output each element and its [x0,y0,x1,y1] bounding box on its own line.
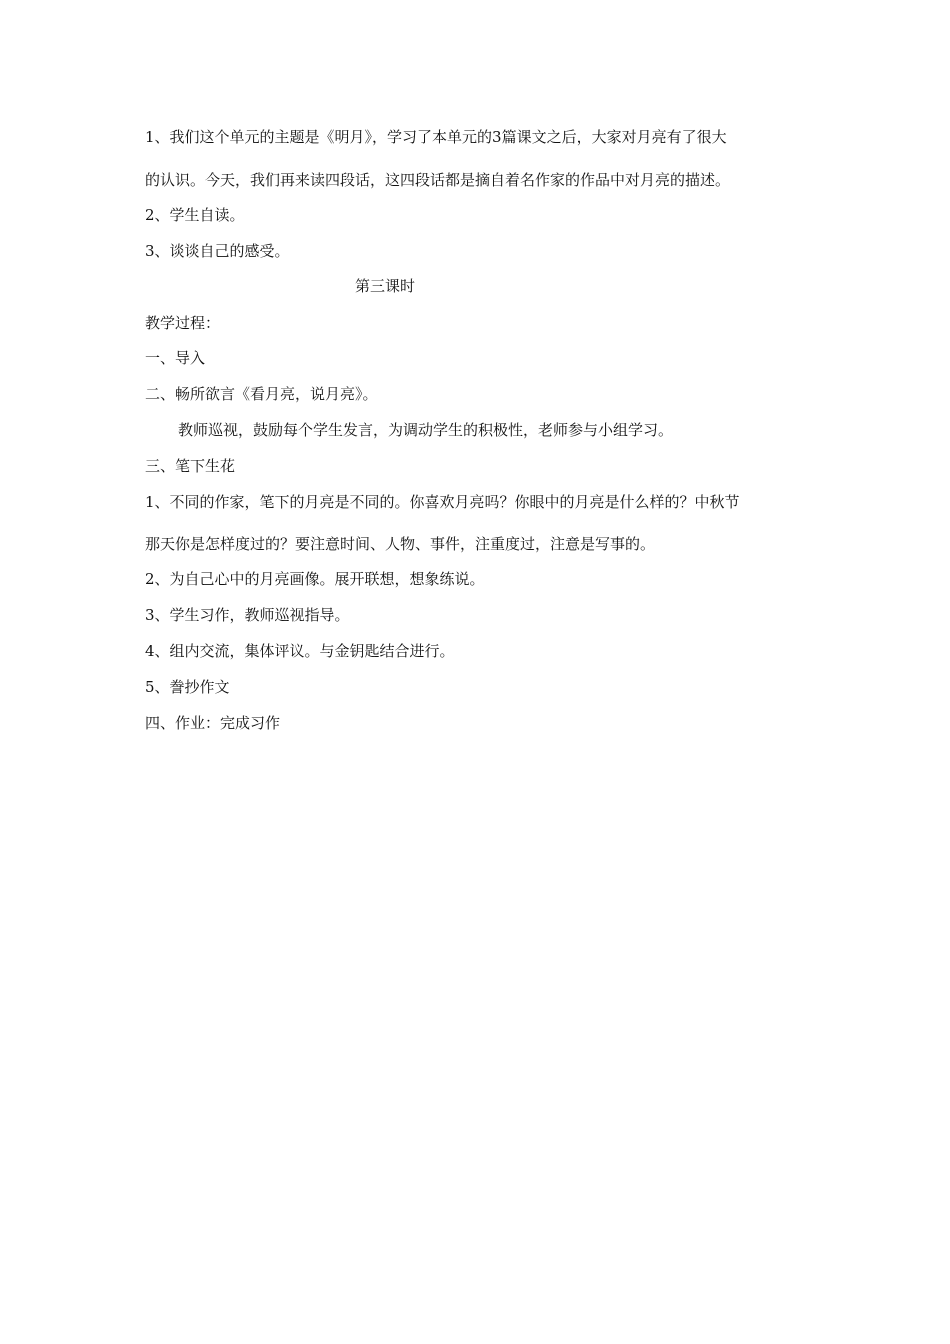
paragraph-line: 教学过程： [145,314,221,332]
paragraph-line: 1、不同的作家，笔下的月亮是不同的。你喜欢月亮吗？你眼中的月亮是什么样的？中秋节 [145,493,740,511]
paragraph-line: 3、谈谈自己的感受。 [145,242,290,260]
paragraph-line: 那天你是怎样度过的？要注意时间、人物、事件，注重度过，注意是写事的。 [145,535,656,553]
paragraph-line: 一、导入 [145,349,206,367]
paragraph-line: 三、笔下生花 [145,457,236,475]
paragraph-line: 3、学生习作，教师巡视指导。 [145,606,350,624]
paragraph-line: 的认识。今天，我们再来读四段话，这四段话都是摘自着名作家的作品中对月亮的描述。 [145,171,731,189]
paragraph-line: 2、学生自读。 [145,206,245,224]
paragraph-line: 四、作业：完成习作 [145,714,281,732]
section-heading: 第三课时 [355,277,416,295]
paragraph-line: 2、为自己心中的月亮画像。展开联想，想象练说。 [145,570,485,588]
paragraph-line: 5、誊抄作文 [145,678,230,696]
paragraph-line: 1、我们这个单元的主题是《明月》，学习了本单元的3篇课文之后，大家对月亮有了很大 [145,128,727,146]
paragraph-line: 4、组内交流，集体评议。与金钥匙结合进行。 [145,642,455,660]
paragraph-line: 教师巡视，鼓励每个学生发言，为调动学生的积极性，老师参与小组学习。 [178,421,674,439]
paragraph-line: 二、畅所欲言《看月亮，说月亮》。 [145,385,378,403]
